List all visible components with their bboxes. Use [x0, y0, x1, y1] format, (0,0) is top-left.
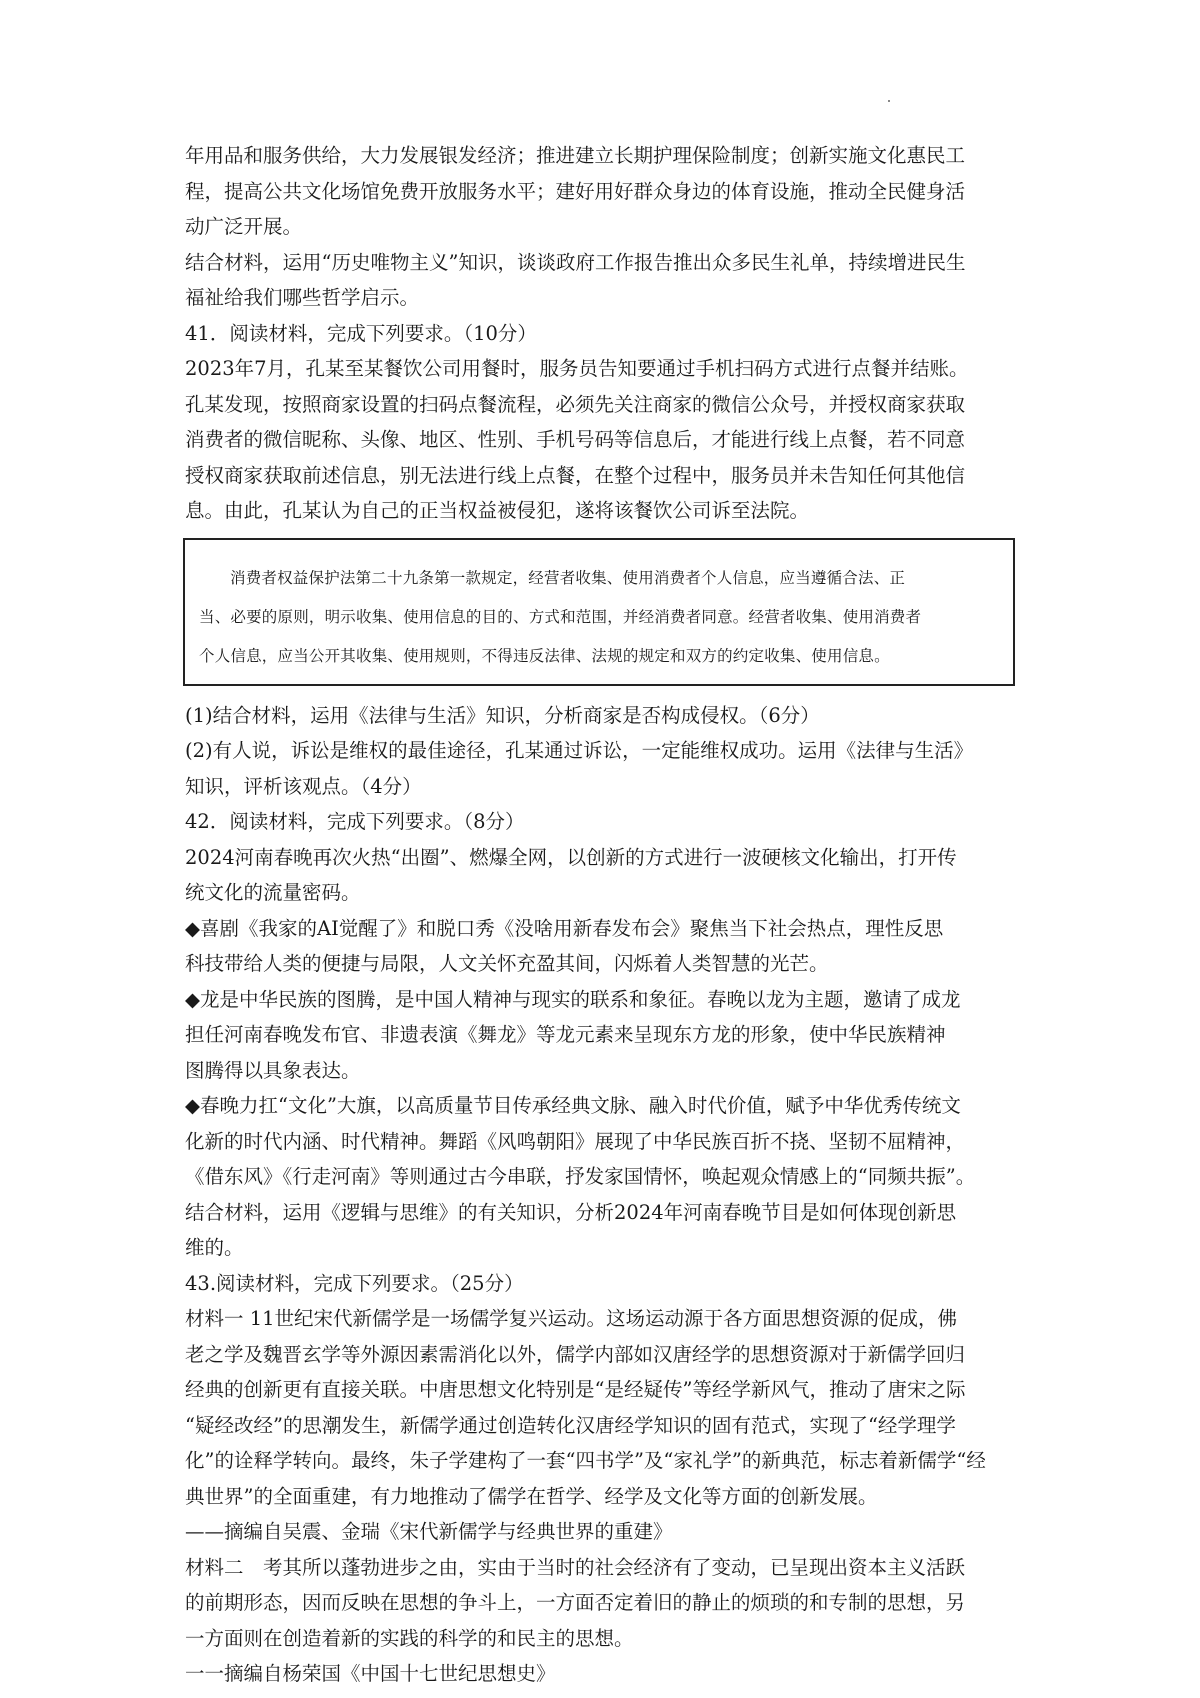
bullet-line: ◆春晚力扛“文化”大旗，以高质量节目传承经典文脉、融入时代价值，赋予中华优秀传统文: [185, 1094, 961, 1117]
sub-question-2-cont: 知识，评析该观点。（4分）: [185, 774, 422, 798]
intro-line: 年用品和服务供给，大力发展银发经济；推进建立长期护理保险制度；创新实施文化惠民工: [185, 144, 966, 167]
intro-line: 动广泛开展。: [185, 215, 303, 238]
question-43: [185, 1266, 1025, 1692]
bullet-line: 担任河南春晚发布官、非遗表演《舞龙》等龙元素来呈现东方龙的形象，使中华民族精神: [185, 1023, 946, 1046]
material-line: 老之学及魏晋玄学等外源因素需消化以外，儒学内部如汉唐经学的思想资源对于新儒学回归: [185, 1342, 966, 1366]
bullet-line: 图腾得以具象表达。: [185, 1058, 361, 1082]
law-excerpt-line: 个人信息，应当公开其收集、使用规则，不得违反法律、法规的规定和双方的约定收集、使用信息。: [199, 646, 890, 665]
question-line: 维的。: [185, 1236, 244, 1259]
question-42: [185, 804, 1025, 1266]
material-line: 息。由此，孔某认为自己的正当权益被侵犯，遂将该餐饮公司诉至法院。: [185, 499, 810, 522]
source-citation: 一一摘编自杨荣国《中国十七世纪思想史》: [185, 1662, 556, 1685]
material-line: 材料一 11世纪宋代新儒学是一场儒学复兴运动。这场运动源于各方面思想资源的促成，佛: [185, 1307, 958, 1330]
bullet-line: ◆龙是中华民族的图腾，是中国人精神与现实的联系和象征。春晚以龙为主题，邀请了成龙: [185, 987, 961, 1011]
sub-question-2: (2)有人说，诉讼是维权的最佳途径，孔某通过诉讼，一定能维权成功。运用《法律与生活》: [185, 739, 974, 762]
bullet-line: 化新的时代内涵、时代精神。舞蹈《风鸣朝阳》展现了中华民族百折不挠、坚韧不屈精神，: [185, 1129, 966, 1153]
material-line: 2024河南春晚再次火热“出圈”、燃爆全网，以创新的方式进行一波硬核文化输出，打开传: [185, 845, 957, 869]
sub-question-1: (1)结合材料，运用《法律与生活》知识，分析商家是否构成侵权。（6分）: [185, 703, 820, 727]
law-excerpt-line: 消费者权益保护法第二十九条第一款规定，经营者收集、使用消费者个人信息，应当遵循合法、正: [230, 568, 906, 587]
material-line: 一方面则在创造着新的实践的科学的和民主的思想。: [185, 1626, 634, 1650]
law-excerpt-line: 当、必要的原则，明示收集、使用信息的目的、方式和范围，并经消费者同意。经营者收集、使用消费者: [199, 607, 922, 626]
material-line: 消费者的微信昵称、头像、地区、性别、手机号码等信息后，才能进行线上点餐，若不同意: [185, 428, 966, 451]
material-line: 材料二 考其所以蓬勃进步之由，实由于当时的社会经济有了变动，已呈现出资本主义活跃: [185, 1555, 966, 1579]
material-line: 2023年7月，孔某至某餐饮公司用餐时，服务员告知要通过手机扫码方式进行点餐并结账。: [185, 357, 969, 380]
bullet-line: 科技带给人类的便捷与局限，人文关怀充盈其间，闪烁着人类智慧的光芒。: [185, 952, 829, 975]
source-citation: ——摘编自吴震、金瑞《宋代新儒学与经典世界的重建》: [185, 1520, 673, 1543]
question-41: [185, 316, 1025, 805]
intro-question-line: 福祉给我们哪些哲学启示。: [185, 286, 420, 309]
material-line: 授权商家获取前述信息，别无法进行线上点餐，在整个过程中，服务员并未告知任何其他信: [185, 463, 966, 487]
material-line: 典世界”的全面重建，有力地推动了儒学在哲学、经学及文化等方面的创新发展。: [185, 1484, 878, 1508]
material-line: 的前期形态，因而反映在思想的争斗上，一方面否定着旧的静止的烦琐的和专制的思想，另: [185, 1591, 966, 1614]
intro-question-line: 结合材料，运用“历史唯物主义”知识，谈谈政府工作报告推出众多民生礼单，持续增进民生: [185, 250, 966, 274]
material-line: 化”的诠释学转向。最终，朱子学建构了一套“四书学”及“家礼学”的新典范，标志着新儒学“经: [185, 1449, 986, 1472]
material-line: 经典的创新更有直接关联。中唐思想文化特别是“是经疑传”等经学新风气，推动了唐宋之际: [185, 1378, 966, 1401]
intro-line: 程，提高公共文化场馆免费开放服务水平；建好用好群众身边的体育设施，推动全民健身活: [185, 179, 966, 203]
material-line: “疑经改经”的思潮发生，新儒学通过创造转化汉唐经学知识的固有范式，实现了“经学理学: [185, 1413, 956, 1437]
intro-section: [185, 138, 1025, 316]
bullet-line: ◆喜剧《我家的AI觉醒了》和脱口秀《没啥用新春发布会》聚焦当下社会热点，理性反思: [185, 916, 944, 940]
question-43-title: 43.阅读材料，完成下列要求。（25分）: [185, 1271, 524, 1295]
law-excerpt-box: [183, 538, 1015, 686]
question-41-title: 41．阅读材料，完成下列要求。（10分）: [185, 321, 537, 345]
scan-speck: [888, 100, 890, 102]
bullet-line: 《借东风》《行走河南》等则通过古今串联，抒发家国情怀，唤起观众情感上的“同频共振”。: [185, 1165, 976, 1188]
material-line: 孔某发现，按照商家设置的扫码点餐流程，必须先关注商家的微信公众号，并授权商家获取: [185, 392, 966, 416]
exam-page: [185, 138, 1025, 1692]
question-42-title: 42．阅读材料，完成下列要求。（8分）: [185, 810, 525, 833]
question-line: 结合材料，运用《逻辑与思维》的有关知识，分析2024年河南春晚节目是如何体现创新思: [185, 1200, 957, 1224]
material-line: 统文化的流量密码。: [185, 881, 361, 904]
